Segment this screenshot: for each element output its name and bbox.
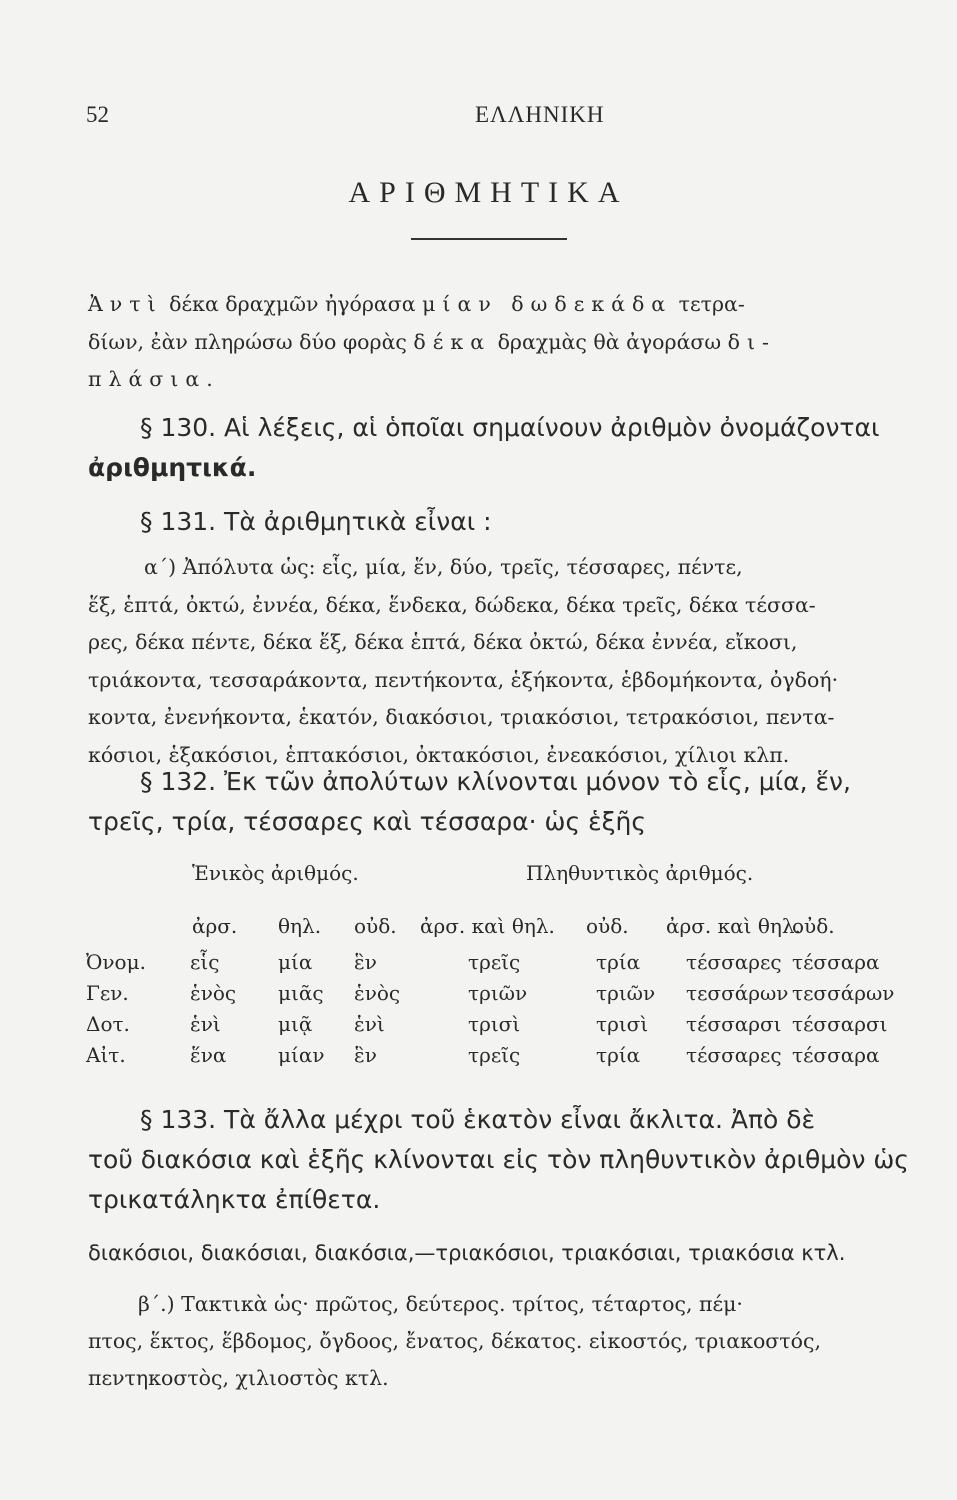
declension-form: μιᾷ <box>278 1012 313 1036</box>
declension-form: ἕνα <box>190 1043 227 1067</box>
declension-form: μίαν <box>278 1043 325 1067</box>
section-130 <box>88 408 933 488</box>
declension-row <box>86 950 926 981</box>
declension-form: τεσσάρων <box>686 981 789 1005</box>
section-133-example: διακόσιοι, διακόσιαι, διακόσια,—τριακόσιοι, τριακόσιαι, τριακόσια κτλ. <box>88 1241 846 1265</box>
intro-line-3: πλάσια. <box>88 367 213 391</box>
section-132-line-2: τρεῖς, τρία, τέσσαρες καὶ τέσσαρα· ὡς ἑξῆς <box>88 807 647 836</box>
intro-line-2: δίων, ἐὰν πληρώσω δύο φορὰς δέκα δραχμὰς θὰ ἀγοράσω δι- <box>88 329 776 354</box>
declension-form: τρεῖς <box>468 1043 521 1067</box>
section-133-line-3: τρικατάληκτα ἐπίθετα. <box>88 1185 381 1214</box>
declension-row <box>86 1043 926 1074</box>
case-label: Αἰτ. <box>86 1043 126 1067</box>
declension-form: τέσσαρα <box>792 950 880 974</box>
declension-form: μία <box>278 950 313 974</box>
chapter-title: ΑΡΙΘΜΗΤΙΚΑ <box>348 176 629 209</box>
declension-form: τρία <box>596 950 641 974</box>
section-131-line-1: α΄) Ἀπόλυτα ὡς: εἷς, μία, ἕν, δύο, τρεῖς, τέσσαρες, πέντε, <box>144 555 743 579</box>
running-head: ΕΛΛΗΝΙΚΗ <box>475 102 605 127</box>
page-number: 52 <box>86 102 109 127</box>
declension-form: τρισὶ <box>596 1012 649 1036</box>
intro-paragraph <box>88 286 923 399</box>
declension-row <box>86 1012 926 1043</box>
declension-form: τρεῖς <box>468 950 521 974</box>
number-header-row <box>86 861 926 914</box>
declension-form: τέσσαρα <box>792 1043 880 1067</box>
section-131-heading: § 131. Τὰ ἀριθμητικὰ εἶναι : <box>140 507 492 536</box>
ordinals-line-3: πεντηκοστὸς, χιλιοστὸς κτλ. <box>88 1366 389 1390</box>
declension-rows <box>86 950 926 1074</box>
ordinals-paragraph <box>88 1286 923 1397</box>
declension-form: ἑνὸς <box>190 981 237 1005</box>
declension-form: ἑνὶ <box>354 1012 385 1036</box>
section-130-line-1: § 130. Αἱ λέξεις, αἱ ὁποῖαι σημαίνουν ἀριθμὸν ὀνομάζονται <box>140 413 880 442</box>
section-131-line-6: κόσιοι, ἑξακόσιοι, ἑπτακόσιοι, ὀκτακόσιοι, ἐνεακόσιοι, χίλιοι κλπ. <box>88 742 790 767</box>
declension-form: ἑνὸς <box>354 981 401 1005</box>
declension-table <box>86 861 926 1074</box>
section-132 <box>88 762 933 842</box>
declension-form: ἑνὶ <box>190 1012 221 1036</box>
page-header <box>86 102 917 132</box>
section-131-body <box>88 549 923 774</box>
case-label: Γεν. <box>86 981 129 1005</box>
declension-form: τέσσαρες <box>686 1043 782 1067</box>
intro-line-1: Ἀντὶ δέκα δραχμῶν ἠγόρασα μίαν δωδεκάδα τετρα- <box>88 292 745 316</box>
gender-header-row: ἀρσ. θηλ. οὐδ. ἀρσ. καὶ θηλ. οὐδ. ἀρσ. καὶ θηλ. οὐδ. <box>192 914 835 938</box>
declension-form: τρία <box>596 1043 641 1067</box>
declension-form: ἓν <box>354 1043 377 1067</box>
section-131-line-5: κοντα, ἐνενήκοντα, ἑκατόν, διακόσιοι, τριακόσιοι, τετρακόσιοι, πεντα- <box>88 705 835 729</box>
section-131-line-4: τριάκοντα, τεσσαράκοντα, πεντήκοντα, ἑξήκοντα, ἑβδομήκοντα, ὀγδοή· <box>88 667 839 692</box>
declension-form: τρισὶ <box>468 1012 521 1036</box>
section-131-line-2: ἕξ, ἑπτά, ὀκτώ, ἐννέα, δέκα, ἕνδεκα, δώδεκα, δέκα τρεῖς, δέκα τέσσα- <box>88 592 816 617</box>
section-130-term: ἀριθμητικά. <box>88 453 257 482</box>
declension-form: τέσσαρες <box>686 950 782 974</box>
case-label: Ὀνομ. <box>86 950 146 974</box>
singular-header: Ἑνικὸς ἀριθμός. <box>192 861 359 885</box>
section-133-line-1: § 133. Τὰ ἄλλα μέχρι τοῦ ἑκατὸν εἶναι ἄκλιτα. Ἀπὸ δὲ <box>140 1105 816 1134</box>
declension-form: τριῶν <box>596 981 656 1005</box>
declension-form: τεσσάρων <box>792 981 895 1005</box>
section-133-line-2: τοῦ διακόσια καὶ ἑξῆς κλίνονται εἰς τὸν πληθυντικὸν ἀριθμὸν ὡς <box>88 1145 909 1174</box>
ordinals-line-2: πτος, ἕκτος, ἕβδομος, ὄγδοος, ἔνατος, δέκατος. εἰκοστός, τριακοστός, <box>88 1329 821 1353</box>
declension-form: τριῶν <box>468 981 528 1005</box>
declension-form: ἓν <box>354 950 377 974</box>
section-131-line-3: ρες, δέκα πέντε, δέκα ἕξ, δέκα ἑπτά, δέκα ὀκτώ, δέκα ἐννέα, εἴκοσι, <box>88 630 798 654</box>
declension-row <box>86 981 926 1012</box>
title-rule <box>411 238 567 240</box>
section-133 <box>88 1100 933 1220</box>
declension-form: εἷς <box>190 950 220 974</box>
plural-header: Πληθυντικὸς ἀριθμός. <box>526 861 754 885</box>
declension-form: μιᾶς <box>278 981 324 1005</box>
ordinals-line-1: β΄.) Τακτικὰ ὡς· πρῶτος, δεύτερος. τρίτος, τέταρτος, πέμ· <box>138 1292 743 1316</box>
declension-form: τέσσαρσι <box>792 1012 888 1036</box>
section-132-line-1: § 132. Ἐκ τῶν ἀπολύτων κλίνονται μόνον τὸ εἷς, μία, ἕν, <box>140 767 851 796</box>
case-label: Δοτ. <box>86 1012 130 1036</box>
declension-form: τέσσαρσι <box>686 1012 782 1036</box>
